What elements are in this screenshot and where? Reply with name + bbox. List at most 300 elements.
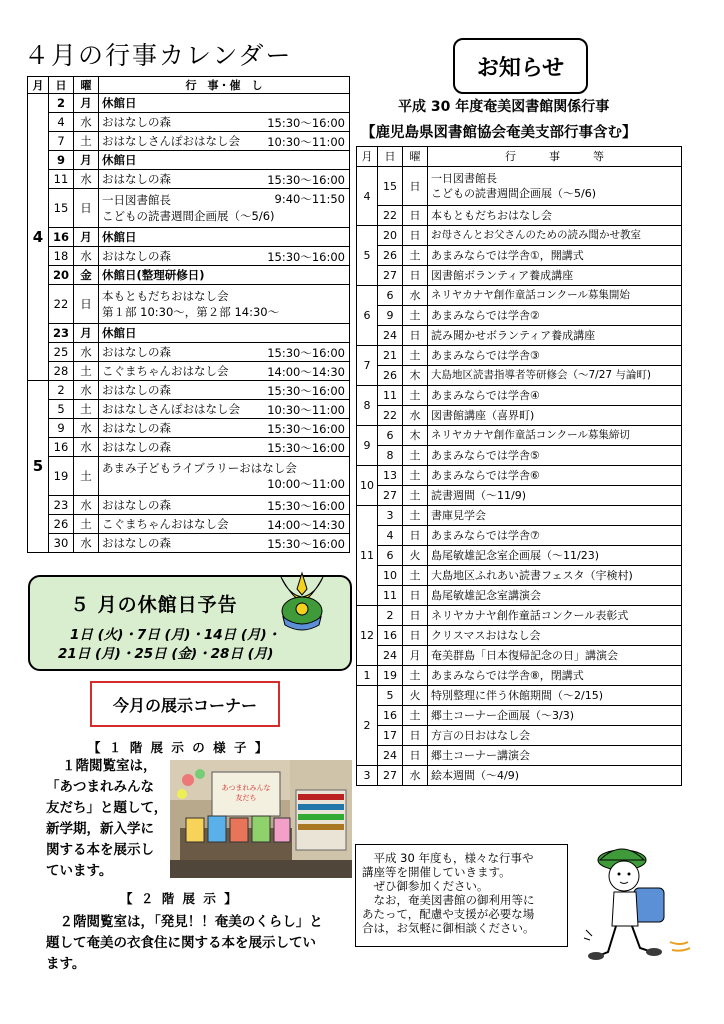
calendar-event-name: おはなしの森 [102, 420, 171, 435]
events-event-name: クリスマスおはなし会 [431, 629, 541, 642]
events-row [357, 526, 682, 546]
events-day-cell: 13 [378, 466, 403, 486]
calendar-day-cell: 23 [49, 496, 74, 515]
notice-label: お知らせ [453, 38, 588, 94]
events-weekday-cell: 土 [403, 346, 428, 366]
events-row [357, 366, 682, 386]
events-event-name: あまみならでは学舎③ [431, 349, 540, 362]
events-row [357, 206, 682, 226]
calendar-event-time: 15:30～16:00 [267, 441, 345, 455]
calendar-row [28, 324, 350, 343]
events-event-cell [428, 426, 682, 446]
events-event-name: 図書館講座（喜界町) [431, 409, 535, 422]
events-event-name: 本もともだちおはなし会 [431, 209, 552, 222]
calendar-event-time: 10:30～11:00 [267, 135, 345, 149]
events-row [357, 606, 682, 626]
events-event-name: 絵本週間（～4/9) [431, 769, 519, 782]
calendar-event-name: こぐまちゃんおはなし会 [102, 363, 229, 378]
calendar-weekday-cell: 土 [74, 400, 99, 419]
calendar-day-cell: 22 [49, 285, 74, 324]
calendar-event-time: 15:30～16:00 [267, 422, 345, 436]
events-day-cell: 22 [378, 406, 403, 426]
calendar-weekday-cell: 日 [74, 285, 99, 324]
floor1-heading: 【 １ 階 展 示 の 様 子 】 [88, 740, 270, 755]
calendar-event-name: おはなしの森 [102, 344, 171, 359]
calendar-event-time: 9:40～11:50 [274, 192, 345, 206]
floor1-text-5: 関する本を展示し [46, 842, 154, 858]
calendar-row [28, 496, 350, 515]
events-event-cell [428, 266, 682, 286]
events-event-name: 郷土コーナー企画展（～3/3) [431, 709, 574, 722]
calendar-row [28, 170, 350, 189]
calendar-day-cell: 4 [49, 113, 74, 132]
events-row [357, 406, 682, 426]
events-event-name: あまみならでは学舎② [431, 309, 540, 322]
calendar-weekday-cell: 水 [74, 419, 99, 438]
calendar-event-name: おはなしの森 [102, 382, 171, 397]
calendar-row [28, 247, 350, 266]
calendar-header-row [28, 77, 350, 94]
calendar-event-cell [99, 515, 350, 534]
events-row [357, 746, 682, 766]
calendar-day-cell: 11 [49, 170, 74, 189]
events-weekday-cell: 日 [403, 326, 428, 346]
events-weekday-cell: 土 [403, 306, 428, 326]
events-event-name: 郷土コーナー講演会 [431, 749, 530, 762]
calendar-weekday-cell: 土 [74, 362, 99, 381]
events-header-row [357, 147, 682, 167]
events-row [357, 326, 682, 346]
calendar-event-time: 14:00～14:30 [267, 365, 345, 379]
calendar-weekday-cell: 土 [74, 457, 99, 496]
events-weekday-cell: 土 [403, 246, 428, 266]
events-weekday-cell: 日 [403, 626, 428, 646]
events-weekday-cell: 月 [403, 646, 428, 666]
calendar-header-cell: 曜 [74, 77, 99, 94]
events-row [357, 286, 682, 306]
events-event-name: 読み聞かせボランティア養成講座 [431, 329, 596, 342]
calendar-event-name: 本もともだちおはなし会 [102, 289, 229, 303]
svg-text:友だち: 友だち [235, 794, 257, 802]
events-month-cell: 5 [357, 226, 378, 286]
events-day-cell: 27 [378, 486, 403, 506]
events-event-cell [428, 666, 682, 686]
message-line-2: 講座等を開催していきます。 [362, 865, 511, 879]
events-row [357, 666, 682, 686]
events-month-cell: 10 [357, 466, 378, 506]
events-day-cell: 22 [378, 206, 403, 226]
calendar-header-cell: 行 事・催 し [99, 77, 350, 94]
calendar-header-cell: 月 [28, 77, 49, 94]
calendar-day-cell: 16 [49, 438, 74, 457]
events-row [357, 546, 682, 566]
events-event-name: 大島地区ふれあい読書フェスタ（宇検村) [431, 569, 633, 582]
calendar-weekday-cell: 水 [74, 247, 99, 266]
calendar-event-cell [99, 132, 350, 151]
events-weekday-cell: 日 [403, 206, 428, 226]
calendar-event-name: 休館日 [102, 95, 137, 110]
events-event-cell [428, 546, 682, 566]
calendar-row [28, 94, 350, 113]
events-event-name: ネリヤカナヤ創作童話コンクール表彰式 [431, 609, 629, 622]
events-event-name: 島尾敏雄記念室企画展（～11/23) [431, 549, 599, 562]
events-day-cell: 24 [378, 646, 403, 666]
calendar-event-name: おはなしの森 [102, 248, 171, 263]
calendar-month-cell: 5 [28, 381, 49, 553]
calendar-day-cell: 2 [49, 381, 74, 400]
events-weekday-cell: 日 [403, 226, 428, 246]
calendar-event-cell [99, 189, 350, 228]
events-weekday-cell: 日 [403, 167, 428, 206]
calendar-day-cell: 19 [49, 457, 74, 496]
calendar-event-cell [99, 285, 350, 324]
calendar-event-time: 15:30～16:00 [267, 499, 345, 513]
events-subheading: 【鹿児島県図書館協会奄美支部行事含む】 [361, 125, 637, 141]
message-box [355, 844, 568, 947]
calendar-event-cell [99, 113, 350, 132]
svg-text:あつまれみんな: あつまれみんな [221, 784, 271, 792]
calendar-event-time: 14:00～14:30 [267, 518, 345, 532]
calendar-event-cell [99, 438, 350, 457]
calendar-event-cell [99, 94, 350, 113]
events-day-cell: 27 [378, 266, 403, 286]
floor2-text-3: ます。 [46, 956, 86, 972]
events-weekday-cell: 日 [403, 726, 428, 746]
events-day-cell: 6 [378, 546, 403, 566]
calendar-event-cell [99, 400, 350, 419]
events-weekday-cell: 土 [403, 506, 428, 526]
calendar-event-name: 休館日 [102, 229, 137, 244]
events-weekday-cell: 日 [403, 526, 428, 546]
calendar-event-cell [99, 170, 350, 189]
events-header-cell: 月 [357, 147, 378, 167]
events-month-cell: 4 [357, 167, 378, 226]
calendar-event-cell [99, 362, 350, 381]
calendar-event-cell [99, 381, 350, 400]
calendar-day-cell: 28 [49, 362, 74, 381]
calendar-day-cell: 30 [49, 534, 74, 553]
events-row [357, 266, 682, 286]
calendar-day-cell: 16 [49, 228, 74, 247]
events-event-name: あまみならでは学舎⑤ [431, 449, 540, 462]
calendar-row [28, 113, 350, 132]
events-event-cell [428, 606, 682, 626]
calendar-row [28, 400, 350, 419]
events-row [357, 306, 682, 326]
events-event-cell [428, 766, 682, 786]
calendar-weekday-cell: 水 [74, 496, 99, 515]
calendar-event-detail: 第１部 10:30～，第２部 14:30～ [102, 305, 280, 319]
calendar-event-name: 休館日 [102, 152, 137, 167]
calendar-day-cell: 9 [49, 419, 74, 438]
calendar-row [28, 381, 350, 400]
events-weekday-cell: 日 [403, 586, 428, 606]
events-event-cell [428, 566, 682, 586]
april-calendar-table [27, 76, 350, 553]
events-event-name: 大島地区読書指導者等研修会（～7/27 与論町) [431, 369, 652, 381]
events-month-cell: 3 [357, 766, 378, 786]
events-event-name: 島尾敏雄記念室講演会 [431, 589, 541, 602]
calendar-day-cell: 7 [49, 132, 74, 151]
events-month-cell: 2 [357, 686, 378, 766]
events-weekday-cell: 水 [403, 406, 428, 426]
events-day-cell: 19 [378, 666, 403, 686]
calendar-row [28, 515, 350, 534]
events-month-cell: 8 [357, 386, 378, 426]
calendar-event-time: 15:30～16:00 [267, 346, 345, 360]
events-event-name: お母さんとお父さんのための読み聞かせ教室 [431, 229, 641, 241]
events-day-cell: 6 [378, 426, 403, 446]
calendar-event-cell [99, 496, 350, 515]
events-weekday-cell: 土 [403, 666, 428, 686]
events-event-cell [428, 646, 682, 666]
events-event-cell [428, 626, 682, 646]
events-row [357, 626, 682, 646]
events-event-cell [428, 386, 682, 406]
kabuto-helmet-icon [273, 571, 331, 631]
events-event-cell [428, 206, 682, 226]
calendar-day-cell: 15 [49, 189, 74, 228]
events-day-cell: 24 [378, 746, 403, 766]
calendar-row [28, 457, 350, 496]
calendar-event-name: 一日図書館長 [102, 193, 171, 207]
calendar-event-detail: 10:00～11:00 [267, 477, 345, 491]
calendar-row [28, 228, 350, 247]
calendar-weekday-cell: 日 [74, 189, 99, 228]
calendar-weekday-cell: 金 [74, 266, 99, 285]
events-day-cell: 5 [378, 686, 403, 706]
events-event-cell [428, 226, 682, 246]
events-row [357, 646, 682, 666]
calendar-row [28, 362, 350, 381]
events-event-cell [428, 306, 682, 326]
calendar-event-cell [99, 266, 350, 285]
calendar-event-cell [99, 228, 350, 247]
events-row [357, 486, 682, 506]
events-event-cell [428, 446, 682, 466]
calendar-event-name: おはなしの森 [102, 114, 171, 129]
events-day-cell: 6 [378, 286, 403, 306]
holiday-dates-line1: 1日 (火)・7日 (月)・14日 (月)・ [70, 627, 281, 643]
calendar-row [28, 266, 350, 285]
events-event-cell [428, 466, 682, 486]
events-row [357, 766, 682, 786]
calendar-event-time: 15:30～16:00 [267, 250, 345, 264]
events-event-cell [428, 286, 682, 306]
calendar-event-name: おはなしさんぽおはなし会 [102, 133, 240, 148]
events-event-name: ネリヤカナヤ創作童話コンクール募集締切 [431, 429, 630, 441]
events-weekday-cell: 木 [403, 426, 428, 446]
floor1-text-2: 「あつまれみんな [46, 779, 154, 795]
calendar-day-cell: 20 [49, 266, 74, 285]
events-event-name: 書庫見学会 [431, 509, 486, 522]
calendar-event-time: 15:30～16:00 [267, 537, 345, 551]
message-line-6: 合は，お気軽に御相談ください。 [362, 921, 535, 935]
calendar-weekday-cell: 水 [74, 381, 99, 400]
floor1-text-4: 新学期，新入学に [46, 821, 154, 837]
calendar-day-cell: 26 [49, 515, 74, 534]
calendar-weekday-cell: 水 [74, 438, 99, 457]
events-event-name: あまみならでは学舎⑧，閉講式 [431, 669, 584, 682]
events-row [357, 586, 682, 606]
events-day-cell: 15 [378, 167, 403, 206]
calendar-day-cell: 5 [49, 400, 74, 419]
calendar-row [28, 189, 350, 228]
events-event-cell [428, 706, 682, 726]
calendar-day-cell: 25 [49, 343, 74, 362]
events-day-cell: 27 [378, 766, 403, 786]
events-event-cell [428, 506, 682, 526]
calendar-row [28, 151, 350, 170]
events-event-name: 方言の日おはなし会 [431, 729, 530, 742]
events-day-cell: 11 [378, 386, 403, 406]
calendar-month-cell: 4 [28, 94, 49, 381]
events-event-name: ネリヤカナヤ創作童話コンクール募集開始 [431, 289, 630, 301]
exhibition-title: 今月の展示コーナー [90, 681, 280, 727]
events-event-name: あまみならでは学舎④ [431, 389, 540, 402]
events-weekday-cell: 土 [403, 486, 428, 506]
events-day-cell: 10 [378, 566, 403, 586]
events-weekday-cell: 日 [403, 266, 428, 286]
calendar-event-name: おはなしの森 [102, 497, 171, 512]
floor2-text [46, 912, 323, 975]
calendar-event-name: おはなしの森 [102, 535, 171, 550]
calendar-event-cell [99, 457, 350, 496]
events-row [357, 446, 682, 466]
events-header-cell: 曜 [403, 147, 428, 167]
events-day-cell: 21 [378, 346, 403, 366]
calendar-row [28, 534, 350, 553]
events-event-detail: こどもの読書週間企画展（～5/6) [431, 187, 596, 200]
calendar-day-cell: 9 [49, 151, 74, 170]
message-line-3: ぜひ御参加ください。 [362, 879, 489, 893]
events-day-cell: 11 [378, 586, 403, 606]
calendar-weekday-cell: 月 [74, 228, 99, 247]
events-event-name: あまみならでは学舎⑥ [431, 469, 540, 482]
events-day-cell: 17 [378, 726, 403, 746]
events-row [357, 706, 682, 726]
calendar-event-cell [99, 151, 350, 170]
events-event-cell [428, 366, 682, 386]
floor1-text-1: １階閲覧室は， [62, 758, 157, 774]
events-weekday-cell: 土 [403, 566, 428, 586]
calendar-row [28, 419, 350, 438]
calendar-event-name: あまみ子どもライブラリーおはなし会 [102, 461, 297, 475]
calendar-event-name: おはなしの森 [102, 439, 171, 454]
events-event-cell [428, 746, 682, 766]
calendar-weekday-cell: 月 [74, 324, 99, 343]
events-row [357, 466, 682, 486]
events-weekday-cell: 火 [403, 546, 428, 566]
annual-events-table [356, 146, 682, 786]
calendar-event-time: 15:30～16:00 [267, 384, 345, 398]
events-day-cell: 26 [378, 366, 403, 386]
events-header-cell: 行 事 等 [428, 147, 682, 167]
events-event-cell [428, 246, 682, 266]
calendar-event-cell [99, 419, 350, 438]
events-event-name: 図書館ボランティア養成講座 [431, 269, 574, 282]
calendar-event-name: 休館日(整理研修日) [102, 267, 205, 282]
events-month-cell: 12 [357, 606, 378, 666]
calendar-row [28, 343, 350, 362]
events-event-name: 奄美群島「日本復帰記念の日」講演会 [431, 649, 618, 662]
events-weekday-cell: 水 [403, 286, 428, 306]
calendar-event-name: おはなしさんぽおはなし会 [102, 401, 240, 416]
events-event-cell [428, 406, 682, 426]
calendar-weekday-cell: 土 [74, 132, 99, 151]
events-event-cell [428, 346, 682, 366]
events-event-cell [428, 486, 682, 506]
calendar-event-time: 15:30～16:00 [267, 116, 345, 130]
events-weekday-cell: 火 [403, 686, 428, 706]
events-month-cell: 1 [357, 666, 378, 686]
events-event-name: 特別整理に伴う休館期間（～2/15) [431, 689, 603, 702]
events-day-cell: 16 [378, 626, 403, 646]
events-day-cell: 3 [378, 506, 403, 526]
events-row [357, 726, 682, 746]
events-heading: 平成 30 年度奄美図書館関係行事 [398, 99, 610, 115]
events-row [357, 566, 682, 586]
events-weekday-cell: 土 [403, 706, 428, 726]
events-event-name: あまみならでは学舎①，開講式 [431, 249, 584, 262]
events-day-cell: 4 [378, 526, 403, 546]
calendar-event-cell [99, 247, 350, 266]
events-row [357, 226, 682, 246]
events-weekday-cell: 日 [403, 746, 428, 766]
calendar-row [28, 285, 350, 324]
events-day-cell: 16 [378, 706, 403, 726]
events-event-name: 読書週間（～11/9) [431, 489, 526, 502]
events-day-cell: 2 [378, 606, 403, 626]
events-row [357, 246, 682, 266]
events-month-cell: 6 [357, 286, 378, 346]
events-weekday-cell: 土 [403, 466, 428, 486]
events-day-cell: 20 [378, 226, 403, 246]
schoolboy-illustration-icon [582, 842, 692, 964]
events-event-cell [428, 526, 682, 546]
events-month-cell: 11 [357, 506, 378, 606]
calendar-weekday-cell: 月 [74, 151, 99, 170]
events-row [357, 686, 682, 706]
events-row [357, 346, 682, 366]
events-event-cell [428, 167, 682, 206]
events-day-cell: 9 [378, 306, 403, 326]
floor1-text-3: 友だち」と題して， [46, 800, 168, 816]
events-row [357, 167, 682, 206]
calendar-event-cell [99, 343, 350, 362]
calendar-row [28, 438, 350, 457]
events-event-cell [428, 686, 682, 706]
events-event-name: 一日図書館長 [431, 172, 497, 185]
events-event-cell [428, 326, 682, 346]
events-event-cell [428, 586, 682, 606]
calendar-event-detail: こどもの読書週間企画展（～5/6) [102, 209, 275, 223]
calendar-event-cell [99, 324, 350, 343]
events-month-cell: 7 [357, 346, 378, 386]
holiday-title: ５ 月の休館日予告 [70, 594, 238, 616]
calendar-weekday-cell: 月 [74, 94, 99, 113]
calendar-weekday-cell: 水 [74, 170, 99, 189]
events-weekday-cell: 木 [403, 366, 428, 386]
floor2-heading: 【 ２ 階 展 示 】 [120, 891, 239, 906]
message-line-5: あたって，配慮や支援が必要な場 [362, 907, 535, 921]
floor2-text-1: ２階閲覧室は，「発見！！奄美のくらし」と [46, 914, 323, 930]
calendar-day-cell: 23 [49, 324, 74, 343]
events-row [357, 386, 682, 406]
calendar-event-time: 15:30～16:00 [267, 173, 345, 187]
events-day-cell: 26 [378, 246, 403, 266]
events-weekday-cell: 土 [403, 386, 428, 406]
